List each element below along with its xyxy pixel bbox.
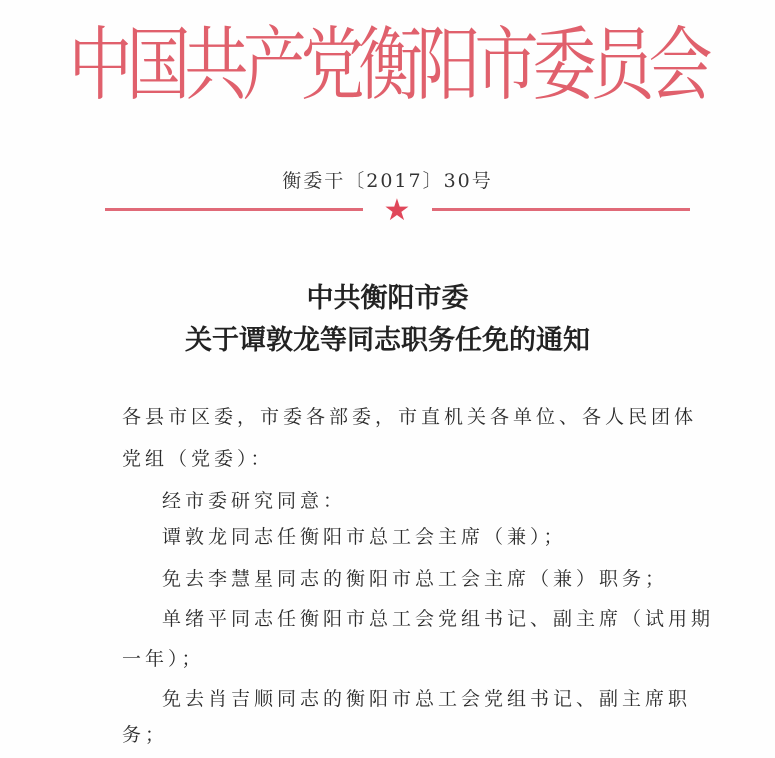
addressee-line-1: 各县市区委，市委各部委，市直机关各单位、各人民团体: [122, 406, 698, 428]
paragraph-3: 免去李慧星同志的衡阳市总工会主席（兼）职务；: [162, 568, 669, 590]
addressee-line-2: 党组（党委）：: [122, 448, 274, 470]
paragraph-2: 谭敦龙同志任衡阳市总工会主席（兼）；: [162, 526, 567, 548]
paragraph-4-line-2: 一年）；: [122, 648, 205, 670]
paragraph-5-line-2: 务；: [122, 724, 169, 746]
title-line-2: 关于谭敦龙等同志职务任免的通知: [185, 325, 590, 356]
paragraph-5-line-1: 免去肖吉顺同志的衡阳市总工会党组书记、副主席职: [162, 688, 692, 710]
masthead-org-name: 中国共产党衡阳市委员会: [68, 19, 707, 113]
paragraph-1: 经市委研究同意：: [162, 490, 347, 512]
document-number: 衡委干〔2017〕30号: [282, 170, 493, 192]
red-rule-left: [105, 208, 363, 211]
title-line-1: 中共衡阳市委: [306, 283, 469, 314]
red-rule-right: [432, 208, 690, 211]
paragraph-4-line-1: 单绪平同志任衡阳市总工会党组书记、副主席（试用期: [162, 608, 715, 630]
star-icon: ★: [383, 193, 411, 228]
